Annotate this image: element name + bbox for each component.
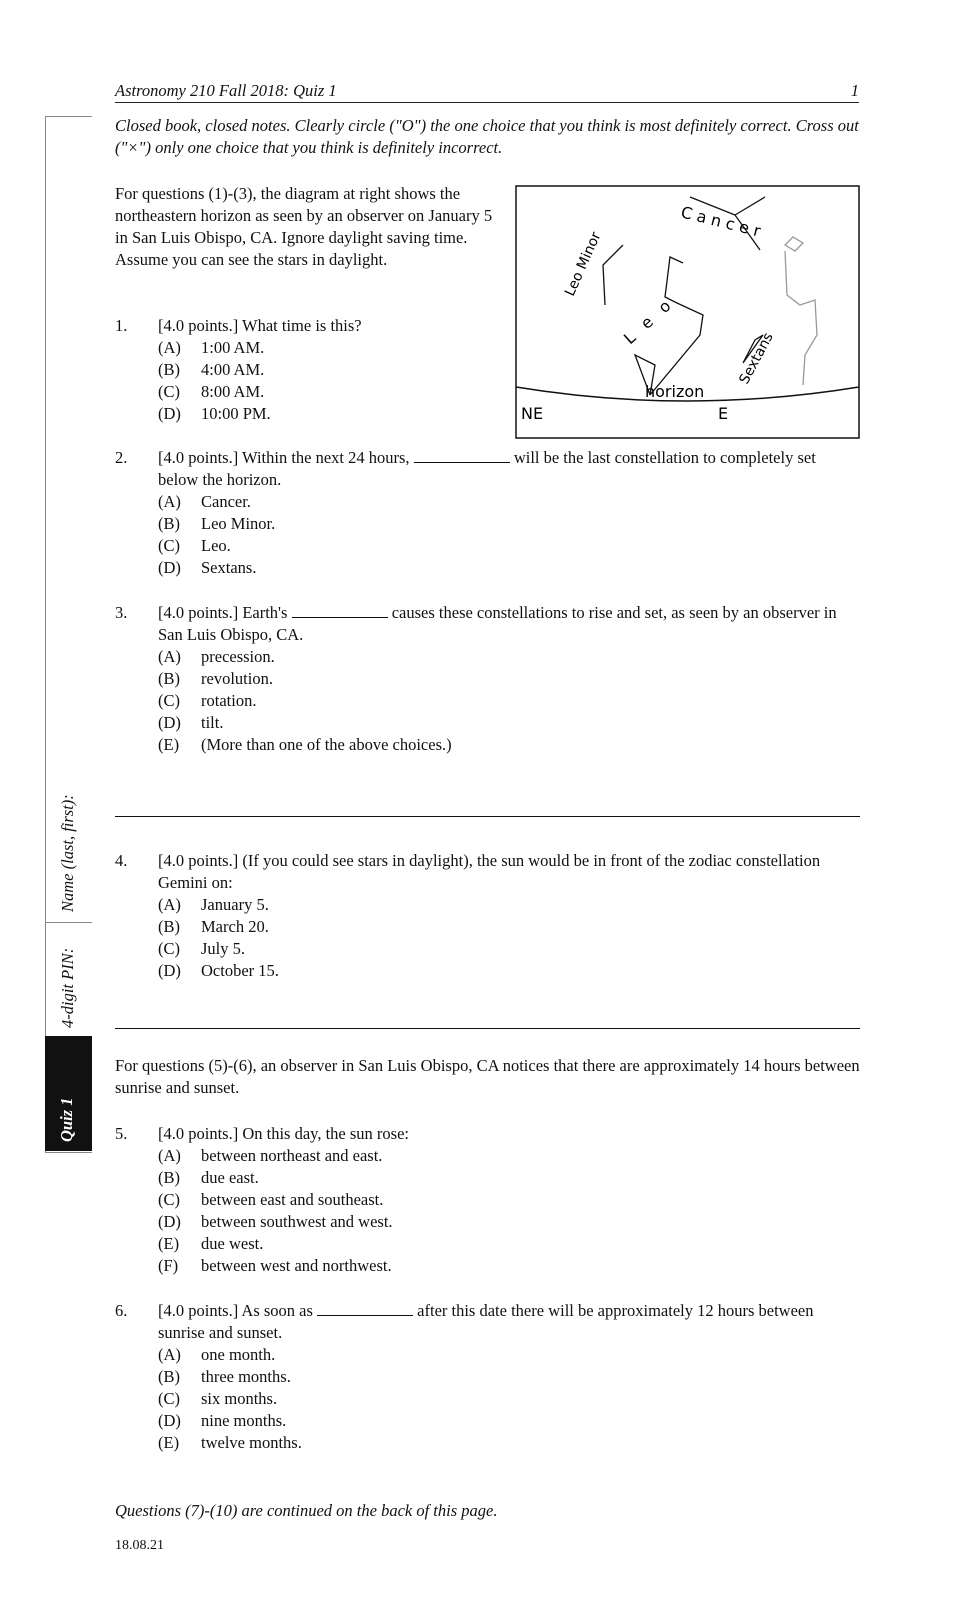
name-field-label: Name (last, first): <box>58 794 77 912</box>
leo-label: Leo <box>619 286 685 348</box>
e-label: E <box>718 404 729 423</box>
choice-e[interactable]: (E) due west. <box>158 1234 264 1253</box>
horizon-label: horizon <box>645 382 705 401</box>
version-date: 18.08.21 <box>115 1538 164 1553</box>
question-number: 2. <box>115 448 128 467</box>
choice-a[interactable]: (A) January 5. <box>158 895 269 914</box>
choice-e[interactable]: (E) twelve months. <box>158 1433 302 1452</box>
question-number: 4. <box>115 851 128 870</box>
question-number: 3. <box>115 603 128 622</box>
choice-a[interactable]: (A) one month. <box>158 1345 276 1364</box>
choice-b[interactable]: (B) Leo Minor. <box>158 514 276 533</box>
choice-d[interactable]: (D) 10:00 PM. <box>158 404 271 423</box>
choice-f[interactable]: (F) between west and northwest. <box>158 1256 392 1275</box>
answer-blank <box>292 603 388 618</box>
horizon-diagram <box>515 185 860 439</box>
question-stem: [4.0 points.] What time is this? <box>158 316 362 335</box>
question-3: 3. [4.0 points.] Earth's causes these constellations to rise and set, as seen by an observer in San Luis Obispo, CA. (A) precession. (B) revolution. (C) rotation. (D) tilt. (E) (More than one of the above choices.) <box>115 602 860 756</box>
section-divider <box>115 816 860 817</box>
choice-c[interactable]: (C) 8:00 AM. <box>158 382 265 401</box>
sidebar-divider <box>45 922 92 923</box>
choice-c[interactable]: (C) Leo. <box>158 536 231 555</box>
question-number: 5. <box>115 1124 128 1143</box>
sextans-label: Sextans <box>736 330 777 387</box>
answer-blank <box>414 448 510 463</box>
choice-b[interactable]: (B) March 20. <box>158 917 269 936</box>
choice-c[interactable]: (C) July 5. <box>158 939 246 958</box>
question-1 <box>115 315 500 425</box>
choice-d[interactable]: (D) October 15. <box>158 961 279 980</box>
choice-a[interactable]: (A) Cancer. <box>158 492 251 511</box>
choice-d[interactable]: (D) tilt. <box>158 713 224 732</box>
choice-b[interactable]: (B) three months. <box>158 1367 291 1386</box>
question-5: 5. [4.0 points.] On this day, the sun rose: (A) between northeast and east. (B) due east. (C) between east and southeast. (D) between southwest and west. (E) due west. (F) between west and northwest. <box>115 1123 860 1277</box>
question-number: 6. <box>115 1301 128 1320</box>
choice-e[interactable]: (E) (More than one of the above choices.) <box>158 735 452 754</box>
choice-b[interactable]: (B) 4:00 AM. <box>158 360 265 379</box>
page-header <box>115 80 859 103</box>
header-title: Astronomy 210 Fall 2018: Quiz 1 <box>115 81 337 100</box>
choice-d[interactable]: (D) nine months. <box>158 1411 287 1430</box>
question-2: 2. [4.0 points.] Within the next 24 hours, will be the last constellation to completely set below the horizon. (A) Cancer. (B) Leo Minor. (C) Leo. (D) Sextans. <box>115 447 860 579</box>
continued-note: Questions (7)-(10) are continued on the back of this page. <box>115 1501 498 1520</box>
intro-questions-5-6: For questions (5)-(6), an observer in San Luis Obispo, CA notices that there are approximately 14 hours between sunrise and sunset. <box>115 1056 860 1097</box>
question-6: 6. [4.0 points.] As soon as after this date there will be approximately 12 hours between sunrise and sunset. (A) one month. (B) three months. (C) six months. (D) nine months. (E) twelve months. <box>115 1300 860 1454</box>
intro-questions-1-3: For questions (1)-(3), the diagram at right shows the northeastern horizon as seen by an observer on January 5 in San Luis Obispo, CA. Ignore daylight saving time. Assume you can see the stars in daylight. <box>115 184 493 269</box>
question-4: 4. [4.0 points.] (If you could see stars in daylight), the sun would be in front of the zodiac constellation Gemini on: (A) January 5. (B) March 20. (C) July 5. (D) October 15. <box>115 850 860 982</box>
pin-field-label: 4-digit PIN: <box>58 947 77 1028</box>
choice-c[interactable]: (C) between east and southeast. <box>158 1190 384 1209</box>
choice-c[interactable]: (C) rotation. <box>158 691 257 710</box>
section-divider <box>115 1028 860 1029</box>
choice-b[interactable]: (B) revolution. <box>158 669 273 688</box>
instructions: Closed book, closed notes. Clearly circle ("O") the one choice that you think is most definitely correct. Cross out ("×") only one choice that you think is definitely incorrect. <box>115 116 859 157</box>
answer-blank <box>317 1301 413 1316</box>
cancer-label: Cancer <box>679 202 768 242</box>
ne-label: NE <box>521 404 544 423</box>
choice-a[interactable]: (A) between northeast and east. <box>158 1146 383 1165</box>
choice-b[interactable]: (B) due east. <box>158 1168 259 1187</box>
quiz-label: Quiz 1 <box>57 1097 76 1142</box>
choice-c[interactable]: (C) six months. <box>158 1389 278 1408</box>
leo-minor-label: Leo Minor <box>562 229 605 299</box>
choice-d[interactable]: (D) Sextans. <box>158 558 257 577</box>
question-number: 1. <box>115 316 128 335</box>
page-number: 1 <box>850 81 859 100</box>
choice-a[interactable]: (A) precession. <box>158 647 275 666</box>
choice-d[interactable]: (D) between southwest and west. <box>158 1212 393 1231</box>
choice-a[interactable]: (A) 1:00 AM. <box>158 338 265 357</box>
